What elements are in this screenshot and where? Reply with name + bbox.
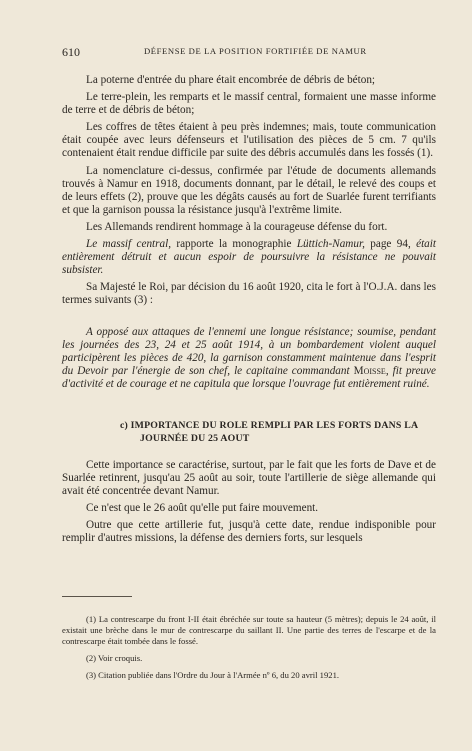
footnote-divider xyxy=(62,596,132,597)
paragraph: Le terre-plein, les remparts et le massif central, formaient une masse informe de terre et de débris de béton; xyxy=(62,91,436,117)
citation-italic: était entièrement détruit et aucun espoir de poursuivre la résistance ne pouvait subsister. xyxy=(62,238,436,277)
footnote: (3) Citation publiée dans l'Ordre du Jour à l'Armée nº 6, du 20 avril 1921. xyxy=(86,670,340,680)
monograph-title: Lüttich-Namur, xyxy=(296,238,365,251)
section-heading xyxy=(120,419,436,445)
quote-text: A opposé aux attaques de l'ennemi une longue résistance; soumise, pendant les journées des 23, 24 et 25 août 1914, à un bombardement violent auquel participèrent les pièces de 420, la garnison constamment maintenue dans l'esprit du Devoir par l'énergie de son chef, le capitaine commandant xyxy=(62,325,436,377)
main-text xyxy=(62,74,436,546)
quote-text: , fit preuve d'activité et de courage et ne capitula que lorsque l'ouvrage fut entièrement ruiné. xyxy=(62,364,436,390)
paragraph: Ce n'est que le 26 août qu'elle put faire mouvement. xyxy=(86,502,319,515)
citation-quote xyxy=(62,326,436,391)
monograph-citation xyxy=(62,238,436,277)
paragraph: La nomenclature ci-dessus, confirmée par l'étude de documents allemands trouvés à Namur en 1918, documents donnant, par le détail, le relevé des coups et de leurs effets (2), prouve que les dégâts causés au fort de Suarlée furent terrifiants et que la garnison poussa la résistance jusqu'à l'extrême limite. xyxy=(62,164,436,216)
paragraph: Les Allemands rendirent hommage à la courageuse défense du fort. xyxy=(86,220,388,233)
paragraph: La poterne d'entrée du phare était encombrée de débris de béton; xyxy=(86,74,376,86)
footnotes xyxy=(62,614,436,681)
footnote: (1) La contrescarpe du front I-II était ébréchée sur toute sa hauteur (5 mètres); depuis le 24 août, il existait une brèche dans le mur de contrescarpe du saillant II. Une partie des terres de l'escarpe et de la contrescarpe était tombée dans le fossé. xyxy=(62,614,436,646)
citation-text: page 94, xyxy=(364,238,417,251)
section-heading-line: c) IMPORTANCE DU ROLE REMPLI PAR LES FORTS DANS LA xyxy=(120,419,419,431)
page-number: 610 xyxy=(62,45,80,59)
paragraph: Cette importance se caractérise, surtout, par le fait que les forts de Dave et de Suarlée retinrent, jusqu'au 25 août au soir, toute l'artillerie de siège allemande qui avait été concentrée devant Namur. xyxy=(62,458,436,498)
running-title: DÉFENSE DE LA POSITION FORTIFIÉE DE NAMUR xyxy=(144,46,367,56)
citation-italic: Le massif central, xyxy=(86,238,171,251)
paragraph: Outre que cette artillerie fut, jusqu'à cette date, rendue indisponible pour remplir d'autres missions, la défense des derniers forts, sur lesquels xyxy=(62,519,436,545)
paragraph: Sa Majesté le Roi, par décision du 16 août 1920, cita le fort à l'O.J.A. dans les termes suivants (3) : xyxy=(62,281,436,307)
section-heading-line: JOURNÉE DU 25 AOUT xyxy=(140,432,250,444)
footnote: (2) Voir croquis. xyxy=(86,653,143,663)
citation-text: rapporte la monographie xyxy=(171,238,297,251)
page-header xyxy=(62,45,422,59)
paragraph: Les coffres de têtes étaient à peu près indemnes; mais, toute communication était coupée avec leurs défenseurs et l'utilisation des pièces de 5 cm. 7 qu'ils contenaient était rendue difficile par suite des débris accumulés dans les fossés (1). xyxy=(62,121,436,160)
commander-name: Moisse xyxy=(353,364,386,377)
